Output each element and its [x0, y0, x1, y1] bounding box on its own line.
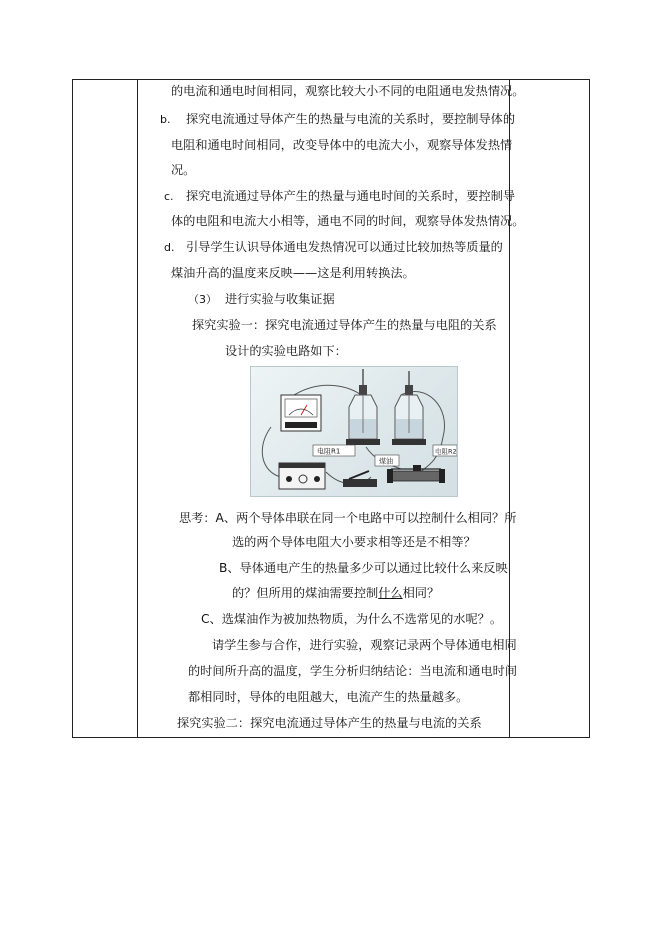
experiment-two-title: 探究实验二：探究电流通过导体产生的热量与电流的关系: [177, 716, 482, 730]
think-question-b2-start: 的？但所用的煤油需要控制: [232, 586, 379, 600]
think-question-b2: [232, 586, 439, 600]
think-question-b1: B、导体通电产生的热量多少可以通过比较什么来反映: [219, 561, 508, 575]
label-resistor-r1: 电阻R1: [317, 447, 341, 456]
think-question-c: C、选煤油作为被加热物质，为什么不选常见的水呢？。: [201, 612, 503, 626]
text-line-c2: 体的电阻和电流大小相等，通电不同的时间，观察导体发热情况。: [171, 214, 525, 228]
label-resistor-r2: 电阻R2: [435, 447, 457, 456]
experiment-circuit-photo: [250, 366, 458, 497]
conclusion-line-2: 的时间所升高的温度，学生分析归纳结论：当电流和通电时间: [188, 664, 518, 678]
item-marker-c: c.: [164, 190, 174, 203]
step-heading: 进行实验与收集证据: [225, 292, 335, 306]
text-line-1: 的电流和通电时间相同，观察比较大小不同的电阻通电发热情况。: [171, 84, 525, 98]
text-line-b2: 电阻和通电时间相同，改变导体中的电流大小，观察导体发热情: [171, 138, 513, 152]
item-marker-d: d.: [164, 241, 175, 254]
think-question-b2-underlined: 什么: [378, 586, 403, 600]
think-question-a2: 选的两个导体电阻大小要求相等还是不相等？: [232, 535, 476, 549]
step-number-3: （3）: [188, 293, 217, 306]
text-line-b1: 探究电流通过导体产生的热量与电流的关系时，要控制导体的: [186, 112, 516, 126]
text-line-d1: 引导学生认识导体通电发热情况可以通过比较加热等质量的: [186, 240, 503, 254]
table-column-divider-left: [137, 80, 138, 737]
text-line-d2: 煤油升高的温度来反映——这是利用转换法。: [171, 266, 415, 280]
text-line-c1: 探究电流通过导体产生的热量与通电时间的关系时，要控制导: [186, 189, 516, 203]
conclusion-line-1: 请学生参与合作，进行实验，观察记录两个导体通电相同: [212, 638, 517, 652]
text-line-b3: 况。: [171, 163, 196, 177]
item-marker-b: b.: [160, 113, 171, 126]
circuit-design-caption: 设计的实验电路如下：: [225, 344, 347, 358]
experiment-one-title: 探究实验一：探究电流通过导体产生的热量与电阻的关系: [192, 318, 497, 332]
conclusion-line-3: 都相同时，导体的电阻越大，电流产生的热量越多。: [188, 690, 469, 704]
think-question-a1: 思考：A、两个导体串联在同一个电路中可以控制什么相同？所: [179, 511, 517, 525]
think-question-b2-end: 相同？: [402, 586, 440, 600]
label-kerosene: 煤油: [379, 457, 393, 466]
